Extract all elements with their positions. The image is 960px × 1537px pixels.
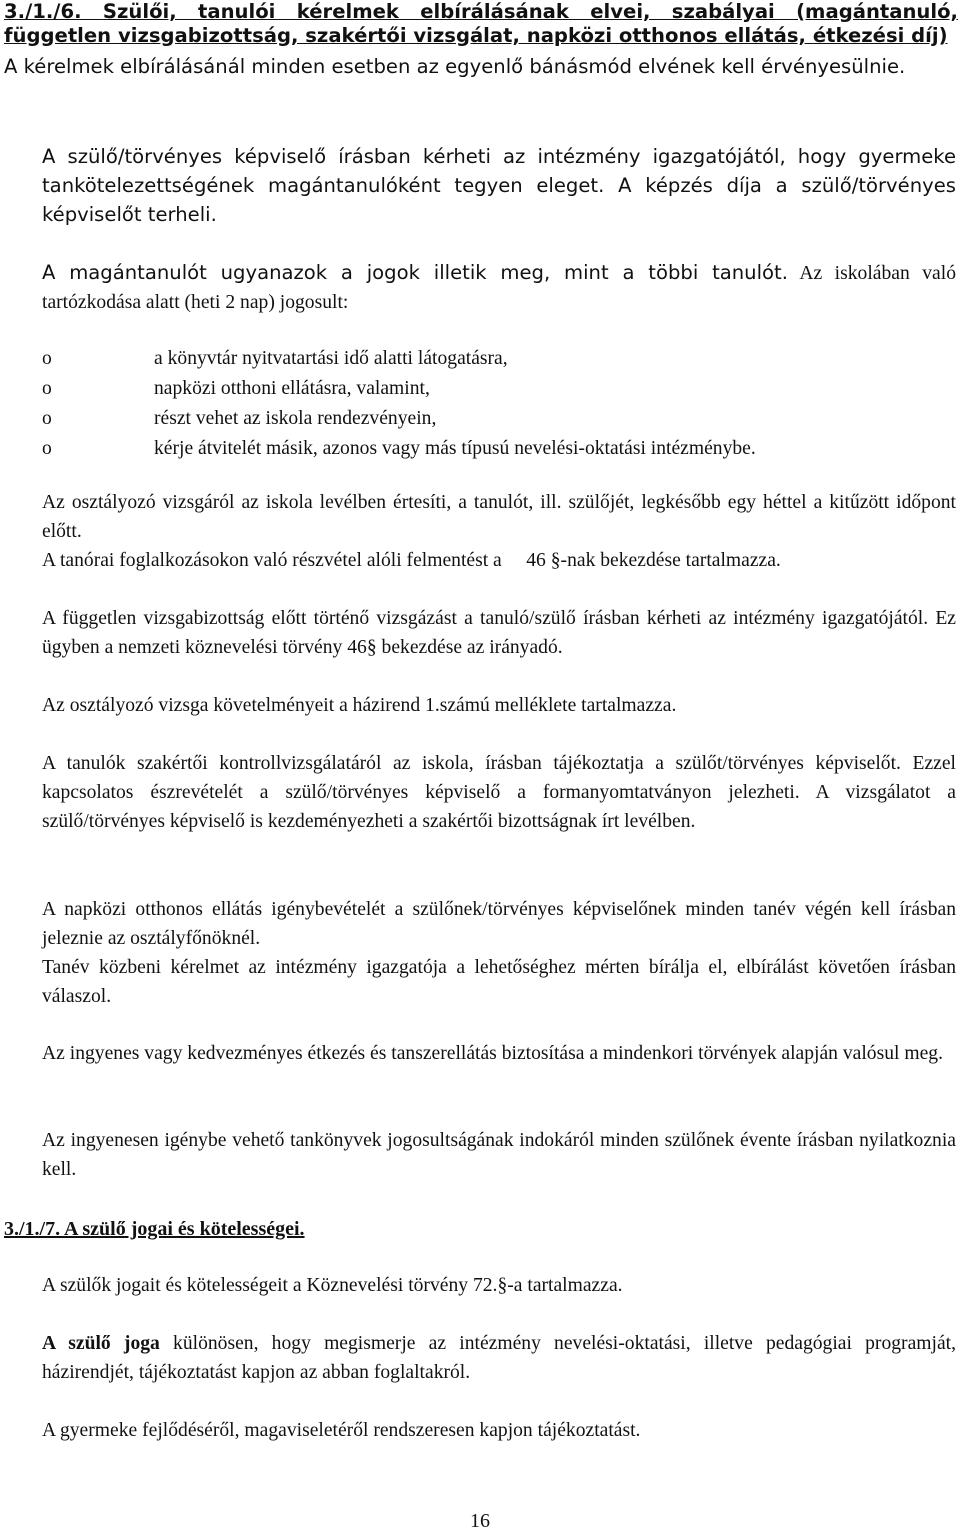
fuggetlen-paragraph [42, 604, 956, 662]
list-item-text: napközi otthoni ellátásra, valamint, [154, 378, 430, 399]
page-number: 16 [470, 1510, 490, 1532]
torveny-text-a: A szülők jogait és kötelességeit a Köznevelési törvény 72. [42, 1275, 498, 1296]
section-sign: § [497, 1275, 508, 1296]
etkezes-text: Az ingyenes vagy kedvezményes étkezés és tanszerellátás biztosítása a mindenkori törvények alapján valósul meg. [42, 1043, 943, 1064]
osztalyozo-text: Az osztályozó vizsgáról az iskola levélben értesíti, a tanulót, ill. szülőjét, legkésőbb egy héttel a kitűzött időpont előtt. [42, 492, 956, 542]
fuggetlen-text-a: A független vizsgabizottság előtt történő vizsgázást a tanuló/szülő írásban kérheti az intézmény igazgatójától. Ez ügyben a nemzeti köznevelési törvény 46 [42, 608, 956, 658]
napkozi-paragraph-1 [42, 895, 956, 953]
list-item [42, 434, 956, 464]
list-bullet: o [42, 408, 52, 429]
section-sign: § [550, 550, 561, 571]
osztalyozo-paragraph [42, 488, 956, 546]
section-sign: § [366, 637, 377, 658]
heading-number: 3./1./6. [4, 0, 82, 23]
szakertoi-text: A tanulók szakértői kontrollvizsgálatáról az iskola, írásban tájékoztatja a szülőt/törvényes képviselőt. Ezzel kapcsolatos észrevételét a szülő/törvényes képviselő a formanyomtatványon jelezheti. A vizsgálatot a szülő/törvényes képviselő is kezdeményezheti a szakértői bizottságnak írt levélben. [42, 753, 956, 832]
fejlodes-text: A gyermeke fejlődéséről, magaviseletéről rendszeresen kapjon tájékoztatást. [42, 1420, 641, 1441]
heading-text: 3./1./7. A szülő jogai és kötelességei. [4, 1218, 305, 1240]
tanorai-text-b: -nak bekezdése tartalmazza. [560, 550, 781, 571]
tanorai-text-a: A tanórai foglalkozásokon való részvétel alóli felmentést a [42, 550, 502, 571]
szulo-joga-bold: A szülő joga [42, 1333, 160, 1354]
list-item-text: a könyvtár nyitvatartási idő alatti látogatásra, [154, 348, 508, 369]
section-heading-316 [4, 0, 958, 48]
tanorai-paragraph [42, 546, 956, 575]
list-item [42, 404, 956, 434]
szulo-joga-paragraph [42, 1329, 956, 1387]
rights-list [42, 344, 956, 464]
tanorai-law-number: 46 [526, 550, 546, 571]
etkezes-paragraph [42, 1039, 956, 1068]
magantanulo-text-b: A képzés díja a szülő/törvényes képviselőt terheli. [42, 174, 956, 226]
napkozi-paragraph-2 [42, 953, 956, 1011]
fejlodes-paragraph [42, 1416, 956, 1445]
list-bullet: o [42, 438, 52, 459]
list-item-text: kérje átvitelét másik, azonos vagy más típusú nevelési-oktatási intézménybe. [154, 438, 756, 459]
heading-text: Szülői, tanulói kérelmek elbírálásának elvei, szabályai (magántanuló, független vizsgabizottság, szakértői vizsgálat, napközi otthonos ellátás, étkezési díj) [4, 0, 958, 47]
list-item [42, 374, 956, 404]
jogok-text-b: Az iskolában való tartózkodása alatt (heti 2 nap) jogosult: [42, 263, 956, 313]
list-bullet: o [42, 348, 52, 369]
szakertoi-paragraph [42, 749, 956, 836]
jogok-text-a: A magántanulót ugyanazok a jogok illetik meg, mint a többi tanulót. [42, 261, 788, 284]
jogok-paragraph [42, 258, 956, 317]
tankonyv-text: Az ingyenesen igénybe vehető tankönyvek jogosultságának indokáról minden szülőnek évente írásban nyilatkoznia kell. [42, 1130, 956, 1180]
intro-text: A kérelmek elbírálásánál minden esetben az egyenlő bánásmód elvének kell érvényesülnie. [4, 55, 906, 78]
kovetelmeny-paragraph [42, 691, 956, 720]
list-item-text: részt vehet az iskola rendezvényein, [154, 408, 437, 429]
list-item [42, 344, 956, 374]
torveny-text-b: -a tartalmazza. [507, 1275, 623, 1296]
magantanulo-text-a: A szülő/törvényes képviselő írásban kérheti az intézmény igazgatójától, hogy gyermeke tankötelezettségének magántanulóként tegyen eleget. [42, 145, 956, 197]
napkozi-text-1: A napközi otthonos ellátás igénybevételét a szülőnek/törvényes képviselőnek minden tanév végén kell írásban jeleznie az osztályfőnöknél. [42, 899, 956, 949]
magantanulo-paragraph [42, 142, 956, 229]
szulo-joga-text: különösen, hogy megismerje az intézmény nevelési-oktatási, illetve pedagógiai programját, házirendjét, tájékoztatást kapjon az abban foglaltakról. [42, 1333, 956, 1383]
kovetelmeny-text: Az osztályozó vizsga követelményeit a házirend 1.számú melléklete tartalmazza. [42, 695, 677, 716]
tankonyv-paragraph [42, 1126, 956, 1184]
intro-paragraph [4, 52, 956, 81]
section-heading-317 [4, 1217, 305, 1241]
torveny-paragraph [42, 1271, 956, 1300]
fuggetlen-text-b: bekezdése az irányadó. [381, 637, 563, 658]
list-bullet: o [42, 378, 52, 399]
napkozi-text-2: Tanév közbeni kérelmet az intézmény igazgatója a lehetőséghez mérten bírálja el, elbírálást követően írásban válaszol. [42, 957, 956, 1007]
